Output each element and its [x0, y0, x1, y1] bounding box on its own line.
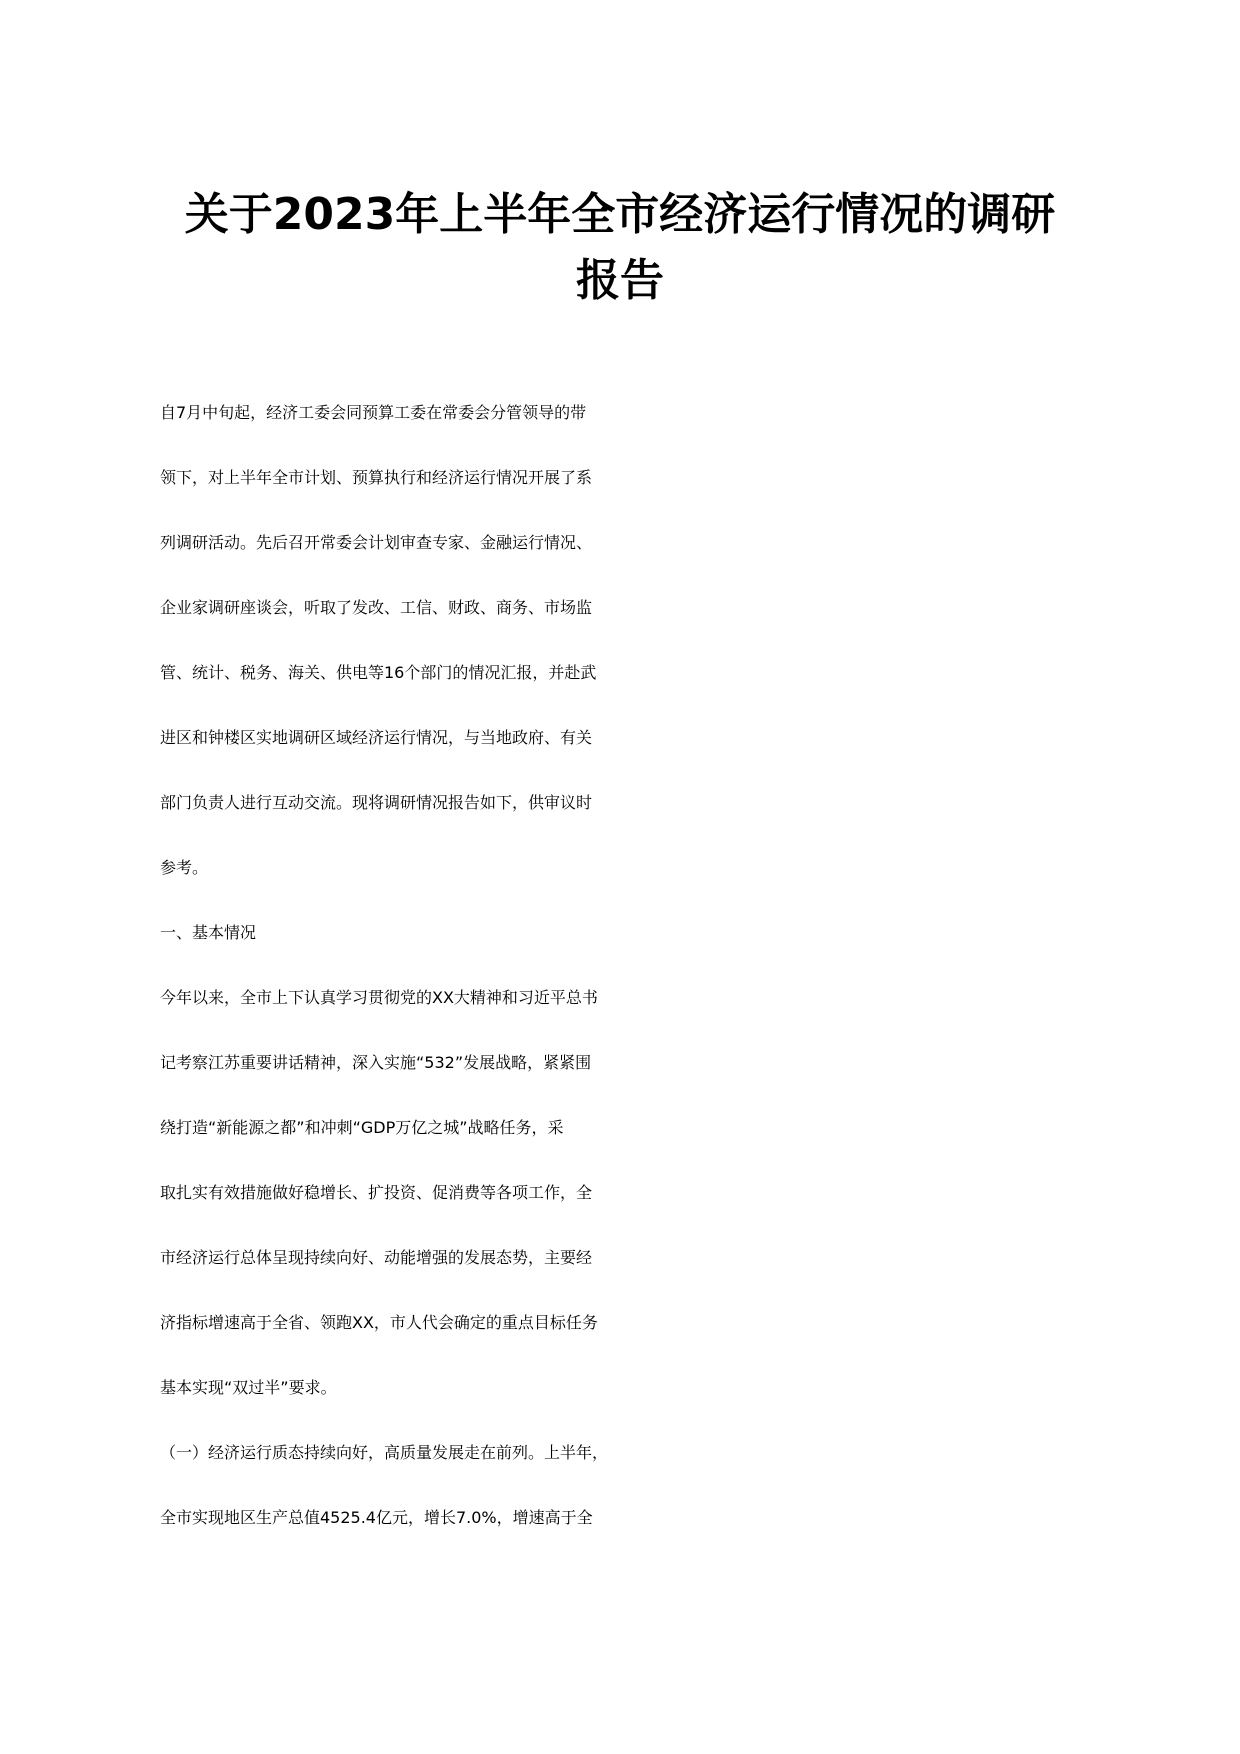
- body-line: 基本实现“双过半”要求。: [160, 1378, 337, 1397]
- title-line-1: 关于2023年上半年全市经济运行情况的调研: [184, 189, 1056, 240]
- document-title: [160, 182, 1080, 314]
- body-line: 管、统计、税务、海关、供电等16个部门的情况汇报，并赴武: [160, 663, 597, 682]
- body-line: 参考。: [160, 858, 209, 877]
- body-line: 自7月中旬起，经济工委会同预算工委在常委会分管领导的带: [160, 403, 587, 422]
- body-line: 进区和钟楼区实地调研区域经济运行情况，与当地政府、有关: [160, 728, 593, 747]
- body-line: 记考察江苏重要讲话精神，深入实施“532”发展战略，紧紧围: [160, 1053, 592, 1072]
- body-line: 绕打造“新能源之都”和冲刺“GDP万亿之城”战略任务，采: [160, 1118, 564, 1137]
- body-line: 今年以来，全市上下认真学习贯彻党的XX大精神和习近平总书: [160, 988, 598, 1007]
- section-heading: 一、基本情况: [160, 923, 257, 942]
- document-body: [160, 380, 1120, 1550]
- body-line: 部门负责人进行互动交流。现将调研情况报告如下，供审议时: [160, 793, 593, 812]
- subsection-line: （一）经济运行质态持续向好，高质量发展走在前列。上半年，: [160, 1443, 609, 1462]
- body-line: 全市实现地区生产总值4525.4亿元，增长7.0%，增速高于全: [160, 1508, 593, 1527]
- body-line: 取扎实有效措施做好稳增长、扩投资、促消费等各项工作，全: [160, 1183, 593, 1202]
- body-line: 企业家调研座谈会，听取了发改、工信、财政、商务、市场监: [160, 598, 593, 617]
- body-line: 列调研活动。先后召开常委会计划审查专家、金融运行情况、: [160, 533, 593, 552]
- body-line: 领下，对上半年全市计划、预算执行和经济运行情况开展了系: [160, 468, 593, 487]
- body-line: 济指标增速高于全省、领跑XX，市人代会确定的重点目标任务: [160, 1313, 598, 1332]
- title-line-2: 报告: [576, 255, 664, 306]
- body-line: 市经济运行总体呈现持续向好、动能增强的发展态势，主要经: [160, 1248, 593, 1267]
